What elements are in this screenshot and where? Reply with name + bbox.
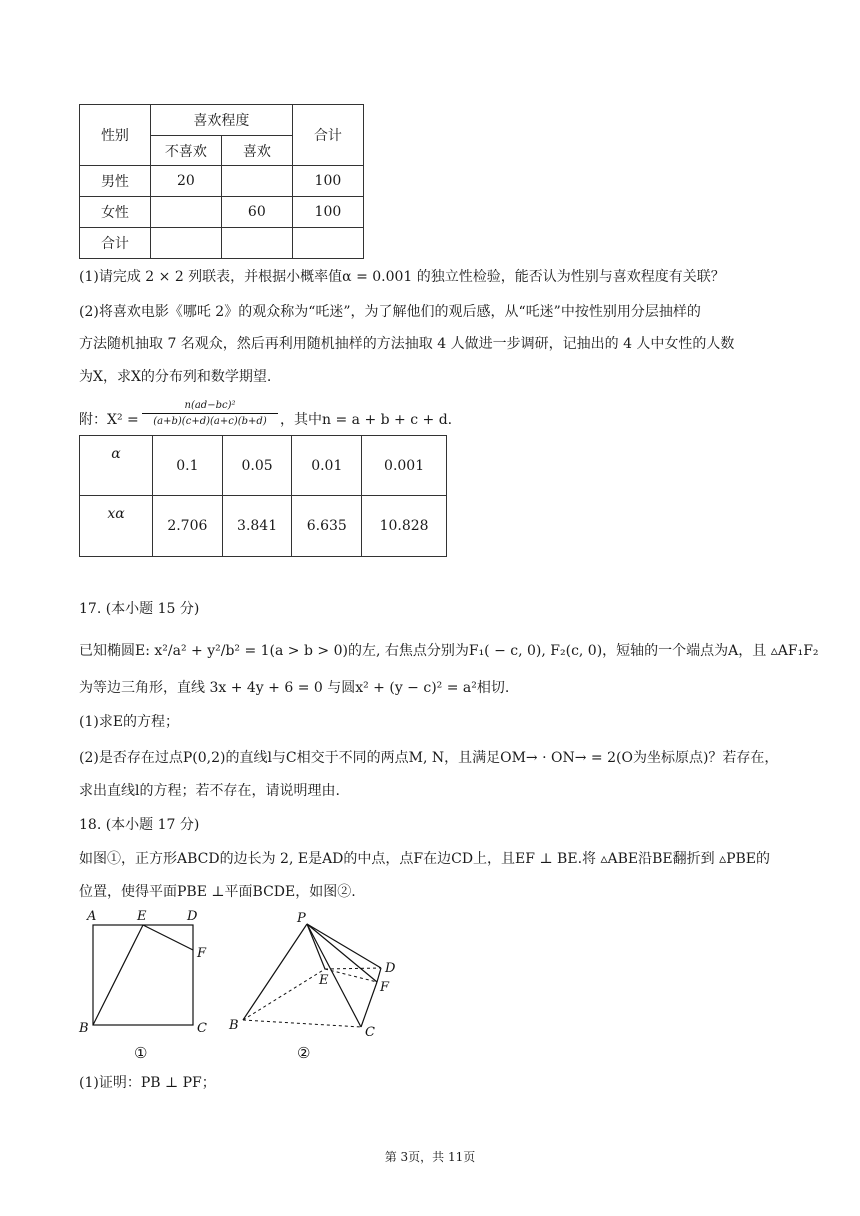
label-p: P bbox=[297, 911, 306, 926]
caption-1: ① bbox=[134, 1044, 148, 1062]
cell-total bbox=[292, 228, 363, 259]
q17-sub2-line1: (2)是否存在过点P(0,2)的直线l与C相交于不同的两点M, N，且满足OM→ · ON→ = 2(O为坐标原点)？若存在， bbox=[79, 750, 779, 766]
segment-be bbox=[93, 925, 143, 1025]
label-a: A bbox=[87, 909, 97, 924]
fraction-bar bbox=[142, 413, 278, 414]
formula-fraction bbox=[142, 399, 278, 428]
row-label: 男性 bbox=[80, 166, 151, 197]
q17-sub2-line2: 求出直线l的方程；若不存在，请说明理由. bbox=[79, 783, 340, 799]
edge-pf bbox=[307, 924, 377, 982]
x-value: 3.841 bbox=[222, 496, 292, 557]
cell-dislike bbox=[150, 228, 221, 259]
label-f: F bbox=[380, 980, 390, 995]
q18-header: 18. (本小题 17 分) bbox=[79, 817, 200, 833]
square-abcd bbox=[93, 925, 193, 1025]
appendix-suffix: ，其中n = a + b + c + d. bbox=[280, 412, 453, 428]
q16-part1: (1)请完成 2 × 2 列联表，并根据小概率值α = 0.001 的独立性检验，能否认为性别与喜欢程度有关联？ bbox=[79, 269, 725, 285]
contingency-table bbox=[79, 104, 364, 259]
q18-line1: 如图①，正方形ABCD的边长为 2, E是AD的中点，点F在边CD上，且EF ⊥ BE.将 ▵ABE沿BE翻折到 ▵PBE的 bbox=[79, 851, 771, 867]
label-c: C bbox=[197, 1021, 207, 1036]
label-b: B bbox=[79, 1021, 89, 1036]
alpha-label: α bbox=[80, 436, 153, 496]
caption-2: ② bbox=[297, 1044, 311, 1062]
q18-sub1: (1)证明：PB ⊥ PF； bbox=[79, 1075, 216, 1091]
edge-ed bbox=[325, 968, 381, 969]
segment-ef bbox=[143, 925, 193, 950]
alpha-value: 0.01 bbox=[292, 436, 362, 496]
like-header: 喜欢 bbox=[221, 136, 292, 166]
x-value: 2.706 bbox=[153, 496, 223, 557]
table-row bbox=[80, 166, 364, 197]
critical-value-table bbox=[79, 435, 447, 557]
alpha-value: 0.1 bbox=[153, 436, 223, 496]
edge-pb bbox=[243, 924, 307, 1020]
alpha-value: 0.05 bbox=[222, 436, 292, 496]
table-row bbox=[80, 228, 364, 259]
q17-line1: 已知椭圆E: x²/a² + y²/b² = 1(a > b > 0)的左, 右焦点分别为F₁( − c, 0), F₂(c, 0)，短轴的一个端点为A，且 ▵AF₁F₂ bbox=[79, 643, 819, 659]
edge-bc bbox=[243, 1020, 361, 1027]
formula-denominator: (a+b)(c+d)(a+c)(b+d) bbox=[153, 416, 267, 427]
x-label: xα bbox=[80, 496, 153, 557]
q16-part2-line1: (2)将喜欢电影《哪吒 2》的观众称为“吒迷”，为了解他们的观后感，从“吒迷”中按性别用分层抽样的 bbox=[79, 304, 701, 320]
label-d: D bbox=[187, 909, 198, 924]
label-f: F bbox=[197, 946, 207, 961]
row-label: 合计 bbox=[80, 228, 151, 259]
q17-sub1: (1)求E的方程； bbox=[79, 714, 180, 730]
cell-total: 100 bbox=[292, 197, 363, 228]
cell-total: 100 bbox=[292, 166, 363, 197]
x-value: 6.635 bbox=[292, 496, 362, 557]
label-e: E bbox=[137, 909, 147, 924]
table-row bbox=[80, 197, 364, 228]
label-e: E bbox=[319, 973, 329, 988]
edge-be bbox=[243, 969, 325, 1020]
label-b: B bbox=[229, 1018, 239, 1033]
formula-numerator: n(ad−bc)² bbox=[184, 400, 236, 411]
q16-part2-line3: 为X，求X的分布列和数学期望. bbox=[79, 369, 272, 385]
edge-cf bbox=[361, 982, 377, 1027]
appendix-prefix: 附：X² = bbox=[79, 412, 139, 428]
page-footer: 第 3页，共 11页 bbox=[384, 1150, 476, 1164]
label-c: C bbox=[365, 1025, 375, 1040]
q17-header: 17. (本小题 15 分) bbox=[79, 601, 200, 617]
x-value: 10.828 bbox=[362, 496, 447, 557]
label-d: D bbox=[385, 961, 396, 976]
figure-2 bbox=[225, 905, 415, 1065]
cell-dislike bbox=[150, 197, 221, 228]
gender-header: 性别 bbox=[80, 105, 151, 166]
total-header: 合计 bbox=[292, 105, 363, 166]
q18-line2: 位置，使得平面PBE ⊥平面BCDE，如图②. bbox=[79, 884, 356, 900]
cell-dislike: 20 bbox=[150, 166, 221, 197]
degree-header: 喜欢程度 bbox=[150, 105, 292, 136]
q17-line2: 为等边三角形，直线 3x + 4y + 6 = 0 与圆x² + (y − c)² = a²相切. bbox=[79, 680, 510, 696]
alpha-value: 0.001 bbox=[362, 436, 447, 496]
cell-like bbox=[221, 228, 292, 259]
cell-like: 60 bbox=[221, 197, 292, 228]
dislike-header: 不喜欢 bbox=[150, 136, 221, 166]
figure-1 bbox=[75, 905, 225, 1065]
cell-like bbox=[221, 166, 292, 197]
row-label: 女性 bbox=[80, 197, 151, 228]
q16-part2-line2: 方法随机抽取 7 名观众，然后再利用随机抽样的方法抽取 4 人做进一步调研，记抽出的 4 人中女性的人数 bbox=[79, 336, 735, 352]
